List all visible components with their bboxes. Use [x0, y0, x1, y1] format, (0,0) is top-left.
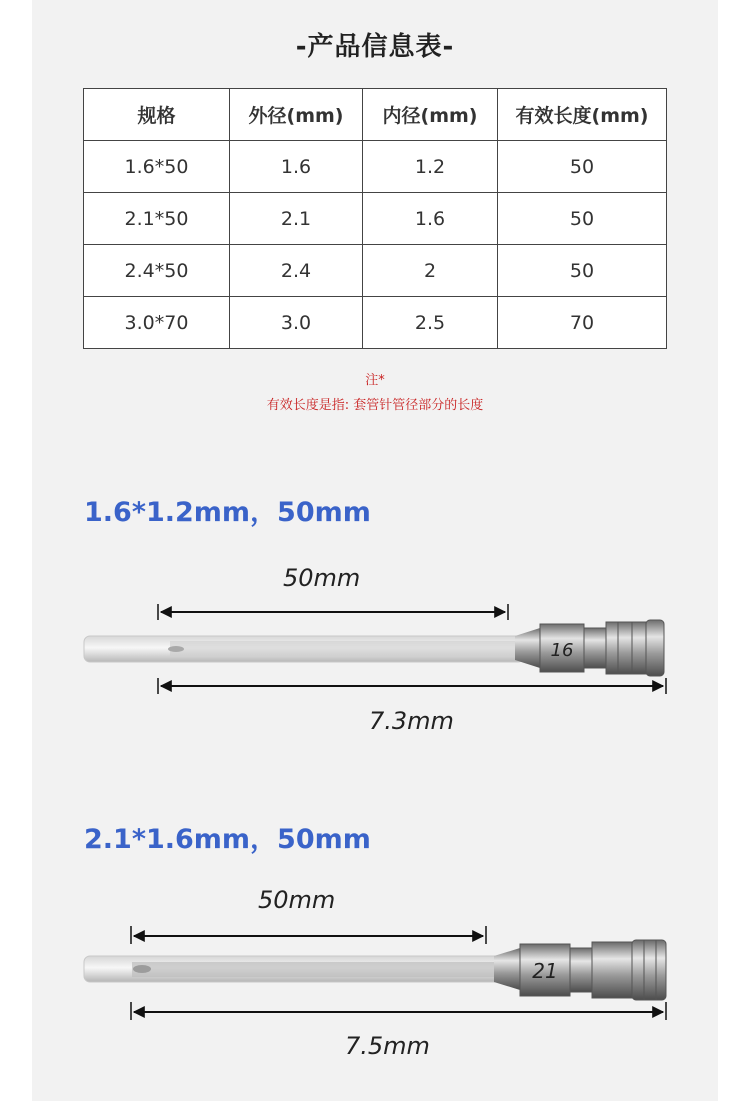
table-row — [84, 141, 667, 193]
cell-outer: 2.1 — [230, 193, 363, 245]
table-row — [84, 245, 667, 297]
header-outer-diameter: 外径(mm) — [230, 89, 363, 141]
hub-number-1: 16 — [550, 640, 574, 661]
total-length-label-2: 7.5mm — [345, 1032, 430, 1060]
effective-length-label-2: 50mm — [258, 886, 336, 914]
cell-inner: 2 — [363, 245, 498, 297]
cell-length: 50 — [498, 141, 667, 193]
cell-inner: 2.5 — [363, 297, 498, 349]
total-length-label-1: 7.3mm — [369, 707, 454, 735]
header-effective-length: 有效长度(mm) — [498, 89, 667, 141]
cell-length: 50 — [498, 193, 667, 245]
cell-spec: 1.6*50 — [84, 141, 230, 193]
product-info-table — [83, 88, 667, 349]
needle-illustration-1 — [0, 598, 750, 708]
header-inner-diameter: 内径(mm) — [363, 89, 498, 141]
cell-outer: 2.4 — [230, 245, 363, 297]
cell-length: 50 — [498, 245, 667, 297]
cell-spec: 3.0*70 — [84, 297, 230, 349]
needle-illustration-2 — [0, 922, 750, 1032]
cell-outer: 3.0 — [230, 297, 363, 349]
cell-spec: 2.4*50 — [84, 245, 230, 297]
cell-outer: 1.6 — [230, 141, 363, 193]
cell-inner: 1.6 — [363, 193, 498, 245]
note-text: 有效长度是指: 套管针管径部分的长度 — [266, 398, 484, 413]
table-row — [84, 297, 667, 349]
table-header-row — [84, 89, 667, 141]
product-heading-1: 1.6*1.2mm，50mm — [84, 497, 371, 528]
hub-number-2: 21 — [532, 959, 558, 983]
note-marker: 注* — [365, 373, 385, 388]
cell-length: 70 — [498, 297, 667, 349]
header-spec: 规格 — [84, 89, 230, 141]
effective-length-label-1: 50mm — [283, 564, 361, 592]
cell-spec: 2.1*50 — [84, 193, 230, 245]
product-heading-2: 2.1*1.6mm，50mm — [84, 824, 371, 855]
table-row — [84, 193, 667, 245]
cell-inner: 1.2 — [363, 141, 498, 193]
page-title: -产品信息表- — [295, 32, 455, 62]
